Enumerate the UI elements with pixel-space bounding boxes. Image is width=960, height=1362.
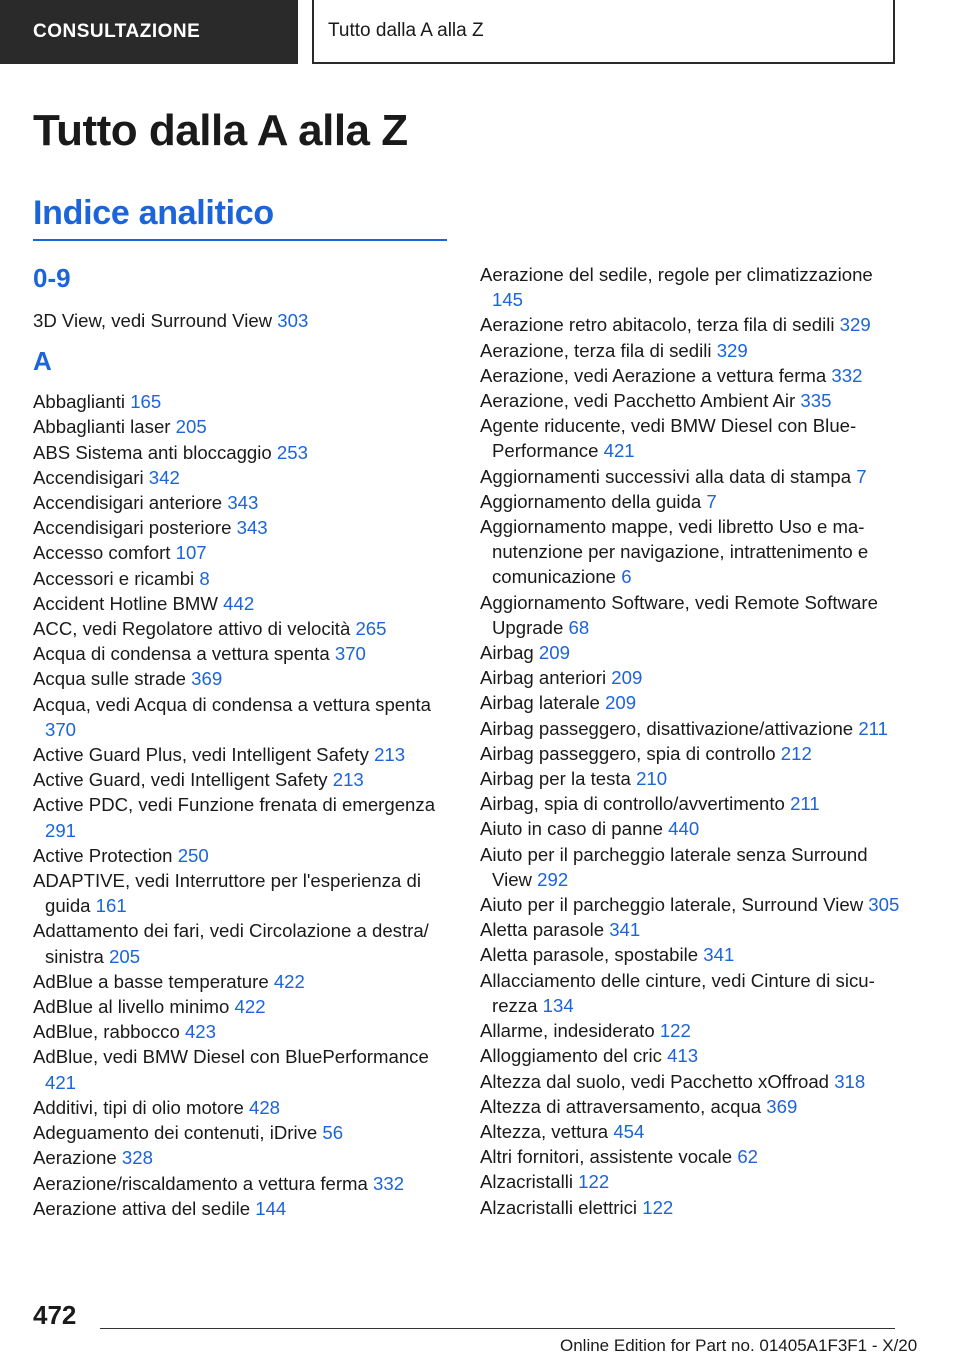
index-entry (480, 338, 900, 363)
page-reference-link[interactable]: 428 (249, 1096, 281, 1118)
index-entry-text: Aerazione retro abitacolo, terza fila di sedili (480, 314, 835, 336)
index-entry-text: Active Guard, vedi Intelligent Safety (33, 769, 328, 791)
page-reference-link[interactable]: 423 (184, 1021, 216, 1043)
index-entry-text: Airbag anteriori (480, 667, 607, 689)
page-reference-link[interactable]: 332 (373, 1172, 405, 1194)
page-reference-link[interactable]: 209 (611, 667, 643, 689)
index-entry-text: Abbaglianti laser (33, 416, 171, 438)
page-reference-link[interactable]: 145 (492, 289, 524, 311)
index-entry (33, 389, 447, 414)
index-entry (480, 917, 900, 942)
index-entry-text: AdBlue al livello minimo (33, 996, 230, 1018)
page-reference-link[interactable]: 165 (130, 391, 162, 413)
index-entry-text: Airbag, spia di controllo/avvertimento (480, 793, 785, 815)
index-entry (33, 1171, 447, 1196)
index-entry-text: Active Guard Plus, vedi Intelligent Safety (33, 744, 369, 766)
page-reference-link[interactable]: 8 (199, 567, 210, 589)
index-entry-text: Aerazione, vedi Aerazione a vettura ferma (480, 364, 827, 386)
index-letter-heading: A (33, 346, 52, 377)
index-entry-text: Altezza, vettura (480, 1120, 609, 1142)
index-entry-text: Altri fornitori, assistente vocale (480, 1146, 733, 1168)
index-letter-heading: 0-9 (33, 263, 71, 293)
chapter-tab-label: Tutto dalla A alla Z (328, 20, 484, 41)
index-entry-text: AdBlue a basse temperature (33, 970, 269, 992)
index-entry (480, 968, 900, 1018)
index-entry-text: ACC, vedi Regolatore attivo di velocità (33, 618, 351, 640)
index-entry (33, 1095, 447, 1120)
page-reference-link[interactable]: 205 (175, 416, 207, 438)
index-entry (480, 1169, 900, 1194)
page-reference-link[interactable]: 329 (839, 314, 871, 336)
index-entry-text: Adattamento dei fari, vedi Circolazione a destra/ sinistra (33, 920, 429, 967)
page-reference-link[interactable]: 144 (255, 1197, 287, 1219)
page-reference-link[interactable]: 421 (45, 1071, 77, 1093)
index-entry (480, 1119, 900, 1144)
index-entry-text: Aggiornamento mappe, vedi libretto Uso e manutenzione per navigazione, intrattenimento e comunicazione (480, 516, 869, 588)
index-entry (480, 312, 900, 337)
page-reference-link[interactable]: 332 (831, 364, 863, 386)
footer-divider (100, 1328, 895, 1329)
index-entry (33, 918, 447, 968)
index-entry (480, 1195, 900, 1220)
page-reference-link[interactable]: 161 (95, 895, 127, 917)
index-entry (480, 464, 900, 489)
index-entry (33, 616, 447, 641)
index-entry (33, 1120, 447, 1145)
index-entry (33, 767, 447, 792)
index-entry (33, 308, 447, 333)
index-entry (33, 1145, 447, 1170)
index-entry-text: Aerazione, terza fila di sedili (480, 339, 712, 361)
index-entry-text: Agente riducente, vedi BMW Diesel con BluePerformance (480, 415, 857, 462)
index-entry-text: Aerazione attiva del sedile (33, 1197, 251, 1219)
index-entry (33, 465, 447, 490)
index-entry (33, 641, 447, 666)
page-reference-link[interactable]: 122 (642, 1196, 674, 1218)
index-entry (480, 1018, 900, 1043)
index-entry (33, 1196, 447, 1221)
index-entry-text: ABS Sistema anti bloccaggio (33, 441, 272, 463)
index-column-left (33, 262, 447, 1221)
page-reference-link[interactable]: 122 (659, 1020, 691, 1042)
index-entry (33, 566, 447, 591)
index-column-right (480, 262, 900, 1220)
page-reference-link[interactable]: 370 (334, 643, 366, 665)
index-entry (33, 1019, 447, 1044)
page-reference-link[interactable]: 440 (668, 818, 700, 840)
page-reference-link[interactable]: 250 (177, 844, 209, 866)
page-reference-link[interactable]: 422 (273, 970, 305, 992)
index-entry (33, 994, 447, 1019)
index-entry (33, 515, 447, 540)
page-reference-link[interactable]: 303 (277, 310, 309, 331)
index-entry-text: Airbag passeggero, spia di controllo (480, 742, 776, 764)
index-entry-text: Acqua di condensa a vettura spenta (33, 643, 330, 665)
index-entry (480, 1043, 900, 1068)
page-reference-link[interactable]: 305 (868, 894, 900, 916)
page-reference-link[interactable]: 209 (538, 642, 570, 664)
index-entry (33, 440, 447, 465)
index-entry (33, 742, 447, 767)
index-entry-text: ADAPTIVE, vedi Interruttore per l'esperienza di guida (33, 870, 421, 917)
page-reference-link[interactable]: 341 (609, 919, 641, 941)
index-entry (480, 363, 900, 388)
index-entry (33, 591, 447, 616)
page-reference-link[interactable]: 134 (542, 994, 574, 1016)
index-entry-text: Altezza dal suolo, vedi Pacchetto xOffroad (480, 1070, 830, 1092)
index-entry (480, 791, 900, 816)
index-entry-text: Alzacristalli (480, 1171, 573, 1193)
index-entry-text: Airbag laterale (480, 692, 600, 714)
index-entry-text: Aiuto per il parcheggio laterale, Surround View (480, 894, 864, 916)
index-entry (480, 413, 900, 463)
index-entry (480, 716, 900, 741)
index-entry-text: Aletta parasole, spostabile (480, 944, 699, 966)
page-reference-link[interactable]: 7 (706, 490, 717, 512)
index-entry (480, 665, 900, 690)
index-entry-text: Aerazione/riscaldamento a vettura ferma (33, 1172, 368, 1194)
page-reference-link[interactable]: 253 (276, 441, 308, 463)
index-entry (480, 514, 900, 590)
index-entry-text: Abbaglianti (33, 391, 126, 413)
index-entry-text: Accendisigari posteriore (33, 517, 232, 539)
index-entry-text: Altezza di attraversamento, acqua (480, 1095, 762, 1117)
section-divider (33, 239, 447, 241)
index-entry (33, 692, 447, 742)
page-reference-link[interactable]: 341 (703, 944, 735, 966)
index-entry (480, 690, 900, 715)
page-reference-link[interactable]: 328 (121, 1147, 153, 1169)
index-entry (33, 1044, 447, 1094)
page-reference-link[interactable]: 370 (45, 718, 77, 740)
index-entry (33, 490, 447, 515)
chapter-tab[interactable] (312, 0, 895, 64)
index-entry-text: Aletta parasole (480, 919, 605, 941)
index-entry-text: Alzacristalli elettrici (480, 1196, 638, 1218)
index-entry-text: Aggiornamenti successivi alla data di stampa (480, 465, 852, 487)
index-entry-text: Acqua, vedi Acqua di condensa a vettura spenta (33, 693, 431, 715)
index-entry-text: Aerazione (33, 1147, 117, 1169)
page-reference-link[interactable]: 265 (355, 618, 387, 640)
index-entry-text: Airbag per la testa (480, 768, 631, 790)
index-entry (480, 640, 900, 665)
page-reference-link[interactable]: 68 (568, 616, 590, 638)
edition-text: Online Edition for Part no. 01405A1F3F1 - X/20 (560, 1336, 918, 1355)
index-entry (480, 388, 900, 413)
index-entry (480, 892, 900, 917)
index-entry-text: AdBlue, vedi BMW Diesel con BluePerformance (33, 1046, 429, 1068)
index-entry (480, 489, 900, 514)
index-entry-text: Alloggiamento del cric (480, 1045, 662, 1067)
index-entry-text: Aiuto per il parcheggio laterale senza Surround View (480, 843, 868, 890)
page-reference-link[interactable]: 335 (800, 390, 832, 412)
page-reference-link[interactable]: 107 (175, 542, 207, 564)
page-reference-link[interactable]: 292 (537, 868, 569, 890)
index-entry-text: AdBlue, rabbocco (33, 1021, 180, 1043)
index-entry-text: 3D View, vedi Surround View (33, 310, 273, 331)
index-entry (480, 842, 900, 892)
index-entry (33, 843, 447, 868)
page-reference-link[interactable]: 213 (374, 744, 406, 766)
page-reference-link[interactable]: 422 (234, 996, 266, 1018)
page-reference-link[interactable]: 122 (578, 1171, 610, 1193)
index-entry (480, 1094, 900, 1119)
page-title: Tutto dalla A alla Z (33, 106, 408, 155)
page-reference-link[interactable]: 7 (856, 465, 867, 487)
page-reference-link[interactable]: 342 (148, 466, 180, 488)
page-reference-link[interactable]: 210 (636, 768, 668, 790)
index-entry-text: Accendisigari anteriore (33, 492, 223, 514)
index-entry-text: Aerazione, vedi Pacchetto Ambient Air (480, 390, 796, 412)
page-reference-link[interactable]: 6 (621, 566, 632, 588)
index-entry (33, 969, 447, 994)
index-entry-text: Airbag passeggero, disattivazione/attivazione (480, 717, 854, 739)
page-reference-link[interactable]: 369 (191, 668, 223, 690)
section-tab-label: CONSULTAZIONE (33, 21, 201, 42)
section-tab[interactable] (0, 0, 298, 64)
page-reference-link[interactable]: 62 (737, 1146, 759, 1168)
index-entry-text: Allarme, indesiderato (480, 1020, 655, 1042)
index-entry (480, 1144, 900, 1169)
page-reference-link[interactable]: 213 (332, 769, 364, 791)
index-entry-text: Active Protection (33, 844, 173, 866)
page-reference-link[interactable]: 421 (603, 440, 635, 462)
index-entry-text: Accident Hotline BMW (33, 592, 218, 614)
page-reference-link[interactable]: 211 (790, 793, 820, 815)
page-reference-link[interactable]: 212 (780, 742, 812, 764)
index-entry-text: Accesso comfort (33, 542, 171, 564)
index-entry-text: Aerazione del sedile, regole per climatizzazione (480, 264, 873, 285)
page-reference-link[interactable]: 318 (834, 1070, 866, 1092)
index-entry-text: Accessori e ricambi (33, 567, 195, 589)
page-reference-link[interactable]: 369 (766, 1095, 798, 1117)
index-entry (33, 792, 447, 842)
page-reference-link[interactable]: 343 (236, 517, 268, 539)
index-entry-text: Additivi, tipi di olio motore (33, 1096, 244, 1118)
page-reference-link[interactable]: 454 (613, 1120, 645, 1142)
page-reference-link[interactable]: 211 (858, 717, 888, 739)
page-reference-link[interactable]: 291 (45, 819, 77, 841)
index-entry-text: Allacciamento delle cinture, vedi Cinture di sicurezza (480, 969, 875, 1016)
index-entry (480, 816, 900, 841)
index-entry (33, 414, 447, 439)
page-reference-link[interactable]: 205 (109, 945, 141, 967)
index-entry (480, 590, 900, 640)
index-entry (33, 868, 447, 918)
page-reference-link[interactable]: 209 (605, 692, 637, 714)
index-entry-text: Airbag (480, 642, 534, 664)
page-reference-link[interactable]: 56 (322, 1122, 344, 1144)
index-entry (33, 666, 447, 691)
index-entry (480, 1069, 900, 1094)
index-entry (33, 540, 447, 565)
index-entry-text: Adeguamento dei contenuti, iDrive (33, 1122, 318, 1144)
page-reference-link[interactable]: 329 (716, 339, 748, 361)
index-entry-text: Aggiornamento Software, vedi Remote Software Upgrade (480, 591, 878, 638)
page-reference-link[interactable]: 442 (223, 592, 255, 614)
section-title: Indice analitico (33, 194, 274, 232)
page-number: 472 (33, 1300, 77, 1330)
index-entry (480, 262, 900, 312)
index-entry (480, 741, 900, 766)
index-entry-text: Active PDC, vedi Funzione frenata di emergenza (33, 794, 436, 816)
page-reference-link[interactable]: 343 (227, 492, 259, 514)
index-entry-text: Accendisigari (33, 466, 144, 488)
index-entry-text: Acqua sulle strade (33, 668, 186, 690)
index-entry (480, 766, 900, 791)
index-entry-text: Aiuto in caso di panne (480, 818, 663, 840)
index-entry (480, 942, 900, 967)
page-reference-link[interactable]: 413 (667, 1045, 699, 1067)
index-entry-text: Aggiornamento della guida (480, 490, 702, 512)
